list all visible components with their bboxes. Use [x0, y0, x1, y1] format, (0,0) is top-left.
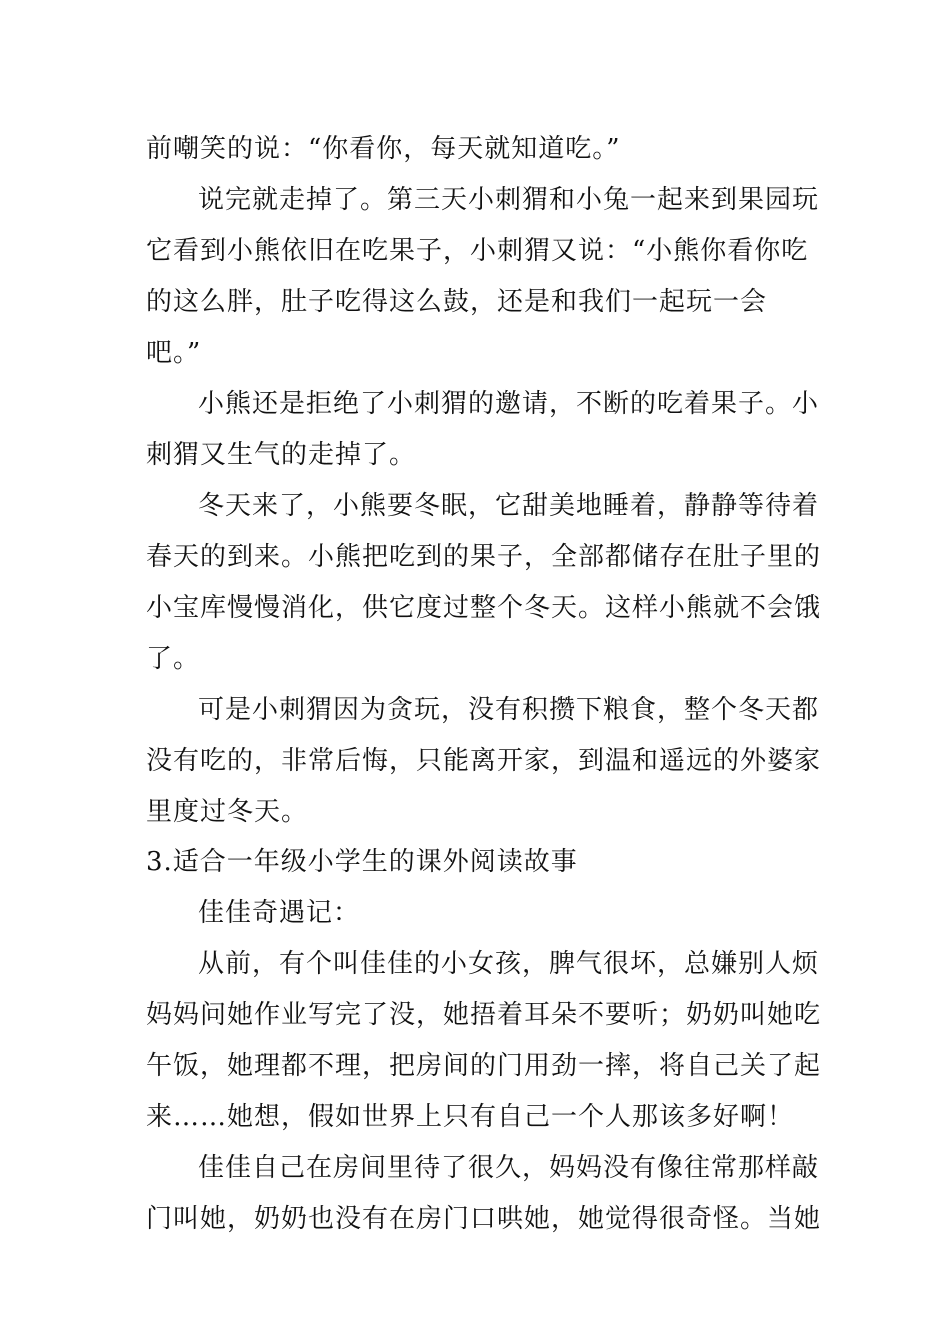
text-line: 妈妈问她作业写完了没，她捂着耳朵不要听；奶奶叫她吃	[146, 1000, 822, 1030]
text-line: 小熊还是拒绝了小刺猬的邀请，不断的吃着果子。小	[198, 389, 820, 419]
text-line: 了。	[146, 644, 201, 674]
text-line: 午饭，她理都不理，把房间的门用劲一摔，将自己关了起	[146, 1051, 822, 1081]
text-line: 来……她想，假如世界上只有自己一个人那该多好啊！	[146, 1102, 795, 1132]
text-line: 前嘲笑的说：“你看你，每天就知道吃。”	[146, 134, 621, 164]
text-line: 没有吃的，非常后悔，只能离开家，到温和遥远的外婆家	[146, 746, 822, 776]
text-line: 里度过冬天。	[146, 797, 309, 827]
text-line: 说完就走掉了。第三天小刺猬和小兔一起来到果园玩	[198, 185, 820, 215]
section-heading: 3.适合一年级小学生的课外阅读故事	[146, 847, 578, 877]
story-title: 佳佳奇遇记：	[198, 898, 361, 928]
text-line: 门叫她，奶奶也没有在房门口哄她，她觉得很奇怪。当她	[146, 1204, 822, 1234]
text-line: 佳佳自己在房间里待了很久，妈妈没有像往常那样敲	[198, 1153, 820, 1183]
text-line: 冬天来了，小熊要冬眠，它甜美地睡着，静静等待着	[198, 491, 820, 521]
text-line: 的这么胖，肚子吃得这么鼓，还是和我们一起玩一会	[146, 287, 768, 317]
text-line: 刺猬又生气的走掉了。	[146, 440, 417, 470]
text-line: 吧。”	[146, 338, 202, 368]
text-line: 它看到小熊依旧在吃果子，小刺猬又说：“小熊你看你吃	[146, 236, 809, 266]
text-line: 小宝库慢慢消化，供它度过整个冬天。这样小熊就不会饿	[146, 593, 822, 623]
text-line: 从前，有个叫佳佳的小女孩，脾气很坏，总嫌别人烦	[198, 949, 820, 979]
text-line: 春天的到来。小熊把吃到的果子，全部都储存在肚子里的	[146, 542, 822, 572]
text-line: 可是小刺猬因为贪玩，没有积攒下粮食，整个冬天都	[198, 695, 820, 725]
